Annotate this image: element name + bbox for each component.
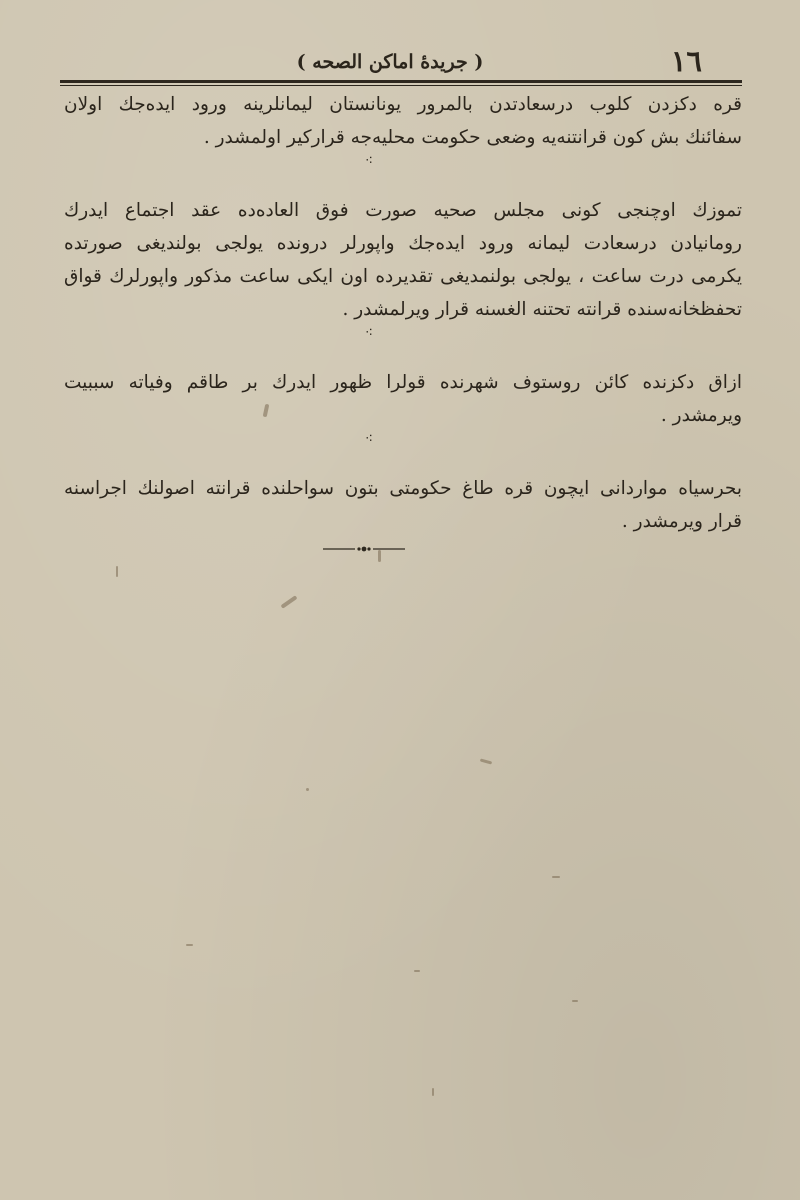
- text-line: ویرمشدر .: [660, 405, 742, 426]
- text-line: تحفظخانه‌سنده قرانته تحتنه الغسنه قرار ویرلمشدر .: [342, 299, 742, 320]
- page-number: ١٦: [670, 44, 702, 78]
- header-rule-thin: [60, 85, 742, 86]
- paragraph-2: [64, 194, 742, 326]
- page-header: [60, 44, 742, 78]
- text-line: بحرسیاه مواردانی ایچون قره طاغ حکومتی بتون سواحلنده قرانته اصولنك اجراسنه: [64, 478, 742, 499]
- text-line: تموزك اوچنجی کونی مجلس صحیه صورت فوق العاده‌ده عقد اجتماع ایدرك: [64, 200, 742, 221]
- text-line: یکرمی درت ساعت ، یولجی بولنمدیغی تقدیرده اون ایکی ساعت مذکور واپورلرك قواق: [64, 266, 742, 287]
- end-ornament-icon: [323, 542, 405, 556]
- paper-speck: [306, 788, 309, 791]
- running-title: ( جریدهٔ اماکن الصحه ): [296, 51, 484, 73]
- paragraph-3: [64, 366, 742, 432]
- paper-speck: [186, 944, 193, 946]
- section-separator: [64, 432, 742, 472]
- separator-dots-icon: ⁖: [364, 153, 376, 169]
- paper-speck: [116, 566, 118, 577]
- text-line: قرار ویرمشدر .: [621, 511, 742, 532]
- paper-speck: [378, 550, 381, 562]
- text-line: سفائنك بش کون قرانتنه‌یه وضعی حکومت محلیه‌جه قرارکیر اولمشدر .: [203, 127, 742, 148]
- paper-speck: [280, 595, 297, 609]
- paragraph-4: [64, 472, 742, 538]
- paragraph-1: [64, 88, 742, 154]
- separator-dots-icon: ⁖: [364, 431, 376, 447]
- header-rule-thick: [60, 80, 742, 83]
- article-body: [64, 88, 742, 538]
- paper-speck: [572, 1000, 578, 1002]
- text-line: رومانیادن درسعادت لیمانه ورود ایده‌جك واپورلر درونده یولجی بولندیغی صورتده: [64, 233, 742, 254]
- text-line: قره دکزدن کلوب درسعادتدن بالمرور یونانستان لیمانلرینه ورود ایده‌جك اولان: [64, 94, 742, 115]
- paper-speck: [414, 970, 420, 972]
- paper-speck: [432, 1088, 434, 1096]
- separator-dots-icon: ⁖: [364, 325, 376, 341]
- text-line: ازاق دکزنده کائن روستوف شهرنده قولرا ظهور ایدرك بر طاقم وفیاته سببیت: [64, 372, 742, 393]
- paper-speck: [552, 876, 560, 878]
- section-separator: [64, 326, 742, 366]
- section-separator: [64, 154, 742, 194]
- paper-speck: [480, 758, 492, 764]
